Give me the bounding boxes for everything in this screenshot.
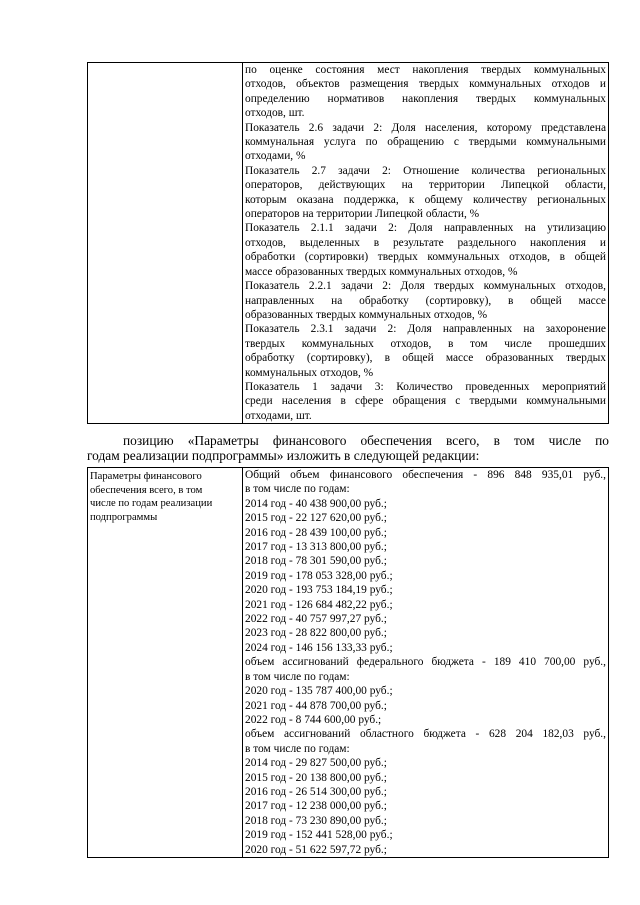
text-line: 2015 год - 22 127 620,00 руб.; (245, 512, 387, 525)
financing-values-cell (243, 468, 609, 858)
text-line: отходов, выделенных в результате раздельного накопления и (245, 236, 606, 249)
table-row (88, 468, 609, 858)
text-line: среди населения в сфере обращения с твердыми коммунальными (245, 395, 606, 408)
text-line: 2016 год - 28 439 100,00 руб.; (245, 526, 387, 539)
financing-parameter-label-cell (88, 468, 243, 858)
text-line: образованных твердых коммунальных отходов, % (245, 308, 488, 321)
text-line: 2014 год - 29 827 500,00 руб.; (245, 757, 387, 770)
table-row (88, 63, 609, 424)
text-line: 2021 год - 44 878 700,00 руб.; (245, 699, 387, 712)
text-line: отходами, % (245, 150, 306, 163)
text-line: Показатель 2.2.1 задачи 2: Доля твердых коммунальных отходов, (245, 280, 606, 293)
text-line: обработку (сортировку), в общей массе образованных твердых (245, 352, 606, 365)
text-line: которым оказана поддержка, к общему количеству региональных (245, 193, 606, 206)
text-line: операторов на территории Липецкой области, % (245, 208, 480, 221)
text-line: 2017 год - 12 238 000,00 руб.; (245, 800, 387, 813)
text-line: 2021 год - 126 684 482,22 руб.; (245, 598, 393, 611)
text-line: коммунальных отходов, % (245, 366, 374, 379)
indicators-right-cell (243, 63, 609, 424)
text-line: 2020 год - 51 622 597,72 руб.; (245, 843, 387, 856)
text-line: 2018 год - 78 301 590,00 руб.; (245, 555, 387, 568)
text-line: операторов, действующих на территории Липецкой области, (245, 179, 606, 192)
text-line: 2019 год - 152 441 528,00 руб.; (245, 829, 393, 842)
text-line: определению нормативов накопления твердых коммунальных (245, 92, 606, 105)
text-line: 2014 год - 40 438 900,00 руб.; (245, 497, 387, 510)
text-line: направленных на обработку (сортировку), в общей массе (245, 294, 606, 307)
text-line: в том числе по годам: (245, 742, 350, 755)
text-line: 2020 год - 193 753 184,19 руб.; (245, 584, 393, 597)
paragraph-line: позицию «Параметры финансового обеспечения всего, в том числе по (123, 433, 609, 448)
text-line: коммунальная услуга по обращению с твердыми коммунальными (245, 136, 606, 149)
text-line: Показатель 2.6 задачи 2: Доля населения, которому представлена (245, 121, 606, 134)
text-line: 2018 год - 73 230 890,00 руб.; (245, 814, 387, 827)
label-line: подпрограммы (90, 511, 158, 523)
paragraph-line: годам реализации подпрограммы» изложить в следующей редакции: (87, 447, 480, 463)
text-line: объем ассигнований областного бюджета - 628 204 182,03 руб., (245, 728, 606, 741)
text-line: 2016 год - 26 514 300,00 руб.; (245, 785, 387, 798)
text-line: Показатель 2.1.1 задачи 2: Доля направленных на утилизацию (245, 222, 606, 235)
text-line: 2019 год - 178 053 328,00 руб.; (245, 569, 393, 582)
indicators-table (87, 62, 609, 424)
text-line: твердых коммунальных отходов, в том числе прошедших (245, 337, 606, 350)
amendment-paragraph (87, 434, 609, 463)
label-line: числе по годам реализации (90, 498, 213, 509)
text-line: Показатель 2.7 задачи 2: Отношение количества региональных (245, 164, 606, 177)
text-line: Показатель 2.3.1 задачи 2: Доля направленных на захоронение (245, 323, 606, 336)
text-line: Показатель 1 задачи 3: Количество проведенных мероприятий (245, 380, 606, 393)
text-line: в том числе по годам: (245, 670, 350, 683)
text-line: 2017 год - 13 313 800,00 руб.; (245, 541, 387, 554)
text-line: 2023 год - 28 822 800,00 руб.; (245, 627, 387, 640)
label-line: Параметры финансового (90, 471, 202, 482)
text-line: отходами, шт. (245, 409, 312, 422)
text-line: 2022 год - 8 744 600,00 руб.; (245, 713, 382, 726)
text-line: массе образованных твердых коммунальных отходов, % (245, 265, 518, 278)
text-line: 2022 год - 40 757 997,27 руб.; (245, 613, 387, 626)
text-line: по оценке состояния мест накопления твердых коммунальных (245, 64, 606, 76)
text-line: 2024 год - 146 156 133,33 руб.; (245, 641, 393, 654)
text-line: Общий объем финансового обеспечения - 896 848 935,01 руб., (245, 469, 606, 481)
text-line: в том числе по годам: (245, 483, 350, 496)
text-line: отходов, шт. (245, 107, 305, 120)
text-line: 2015 год - 20 138 800,00 руб.; (245, 771, 387, 784)
indicators-left-cell (88, 63, 243, 424)
label-line: обеспечения всего, в том (90, 484, 203, 496)
financing-table (87, 467, 609, 858)
text-line: отходов, объектов размещения твердых коммунальных отходов и (245, 78, 606, 91)
text-line: обработки (сортировки) твердых коммунальных отходов, в общей (245, 251, 606, 264)
text-line: 2020 год - 135 787 400,00 руб.; (245, 685, 393, 698)
text-line: объем ассигнований федерального бюджета - 189 410 700,00 руб., (245, 656, 606, 669)
